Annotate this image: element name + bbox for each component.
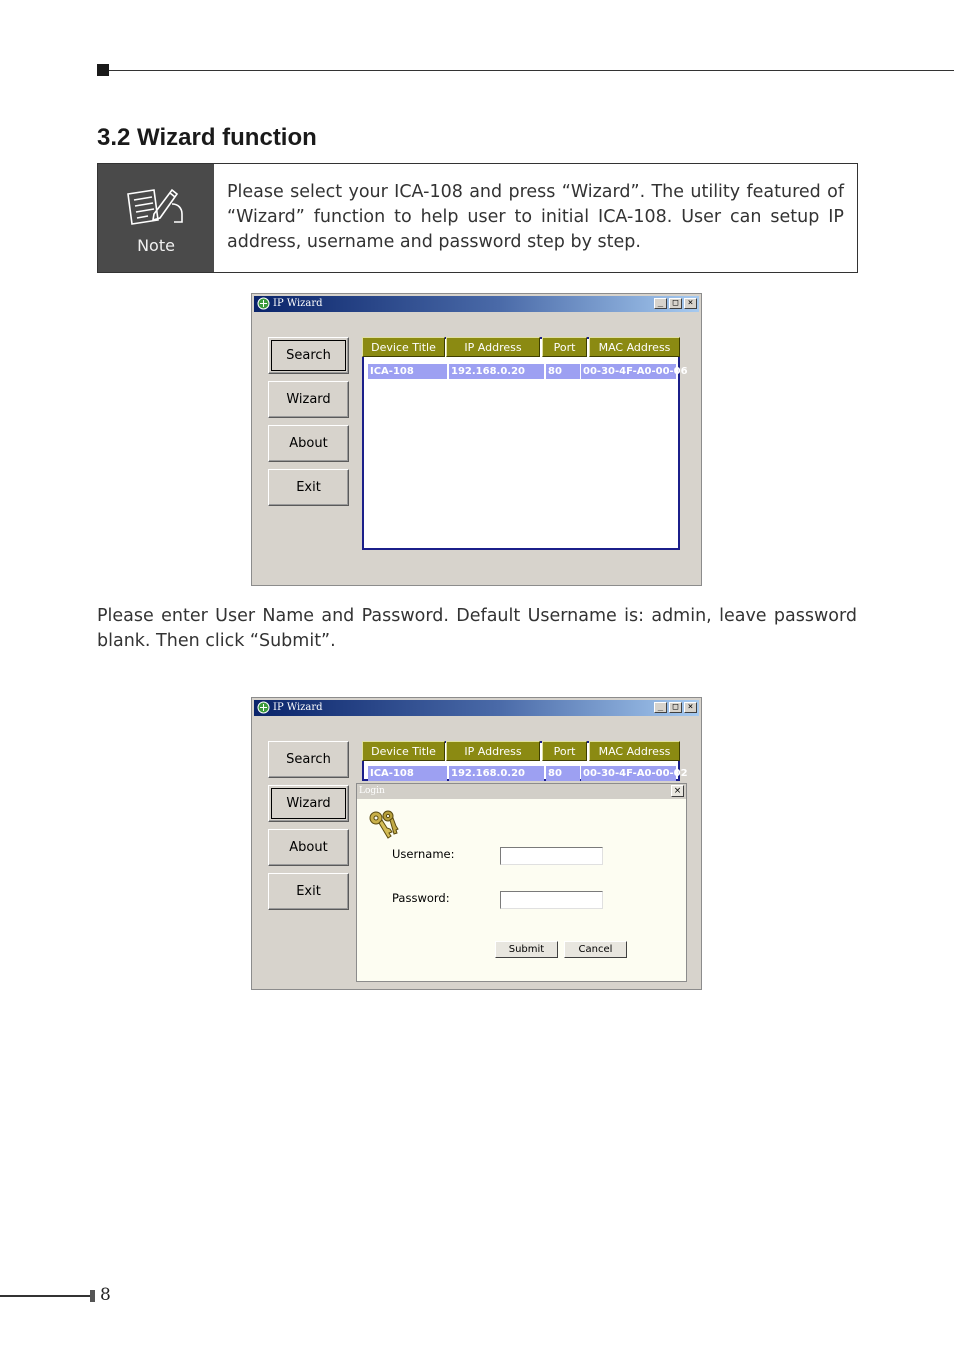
- keys-icon: [366, 808, 400, 842]
- cell-ip-address[interactable]: 192.168.0.20: [449, 364, 544, 379]
- cell-device-title[interactable]: ICA-108: [368, 364, 447, 379]
- password-input[interactable]: [500, 891, 603, 909]
- login-title-bar: [357, 784, 686, 799]
- search-button[interactable]: Search: [268, 337, 349, 374]
- column-port[interactable]: Port: [542, 337, 587, 357]
- section-title: 3.2 Wizard function: [97, 124, 317, 151]
- ip-wizard-login-window: [251, 697, 702, 990]
- password-label: Password:: [392, 891, 450, 905]
- column-ip-address[interactable]: IP Address: [446, 741, 540, 761]
- cell-port[interactable]: 80: [546, 364, 580, 379]
- column-ip-address[interactable]: IP Address: [446, 337, 540, 357]
- page-number: 8: [100, 1285, 111, 1305]
- username-label: Username:: [392, 847, 455, 861]
- note-panel: [98, 164, 214, 272]
- footer-rule: [0, 1295, 90, 1297]
- note-box: [97, 163, 858, 273]
- header-rule: [109, 70, 954, 71]
- username-input[interactable]: [500, 847, 603, 865]
- title-bar: [254, 700, 699, 716]
- column-device-title[interactable]: Device Title: [362, 741, 445, 761]
- close-button[interactable]: ×: [684, 298, 697, 309]
- note-text: Please select your ICA-108 and press “Wizard”. The utility featured of “Wizard” function to help user to initial ICA-108. User can setup IP address, username and password step by step.: [227, 182, 844, 252]
- about-button[interactable]: About: [268, 425, 349, 462]
- cancel-button[interactable]: Cancel: [564, 941, 627, 958]
- app-icon: [257, 701, 270, 714]
- note-pen-icon: [124, 184, 188, 232]
- login-dialog: [356, 783, 687, 982]
- exit-button[interactable]: Exit: [268, 469, 349, 506]
- cell-port[interactable]: 80: [546, 766, 580, 781]
- cell-device-title[interactable]: ICA-108: [368, 766, 447, 781]
- wizard-button[interactable]: Wizard: [268, 785, 349, 822]
- minimize-button[interactable]: _: [654, 298, 667, 309]
- minimize-button[interactable]: _: [654, 702, 667, 713]
- maximize-button[interactable]: □: [669, 702, 682, 713]
- cell-ip-address[interactable]: 192.168.0.20: [449, 766, 544, 781]
- exit-button[interactable]: Exit: [268, 873, 349, 910]
- wizard-button[interactable]: Wizard: [268, 381, 349, 418]
- note-label: Note: [137, 236, 175, 255]
- cell-mac-address[interactable]: 00-30-4F-A0-00-06: [583, 366, 688, 377]
- title-bar: [254, 296, 699, 312]
- column-mac-address[interactable]: MAC Address: [589, 741, 680, 761]
- window-title: IP Wizard: [273, 702, 323, 713]
- column-device-title[interactable]: Device Title: [362, 337, 445, 357]
- search-button[interactable]: Search: [268, 741, 349, 778]
- column-mac-address[interactable]: MAC Address: [589, 337, 680, 357]
- login-title: Login: [359, 786, 385, 796]
- ip-wizard-window: [251, 293, 702, 586]
- column-port[interactable]: Port: [542, 741, 587, 761]
- maximize-button[interactable]: □: [669, 298, 682, 309]
- close-button[interactable]: ×: [684, 702, 697, 713]
- window-title: IP Wizard: [273, 298, 323, 309]
- cell-mac-address[interactable]: 00-30-4F-A0-00-02: [583, 768, 688, 779]
- instruction-paragraph: Please enter User Name and Password. Default Username is: admin, leave password blank. Then click “Submit”.: [97, 606, 857, 651]
- login-close-button[interactable]: ×: [671, 785, 684, 797]
- app-icon: [257, 297, 270, 310]
- header-square: [97, 64, 109, 76]
- submit-button[interactable]: Submit: [495, 941, 558, 958]
- about-button[interactable]: About: [268, 829, 349, 866]
- footer-mark: [90, 1290, 95, 1302]
